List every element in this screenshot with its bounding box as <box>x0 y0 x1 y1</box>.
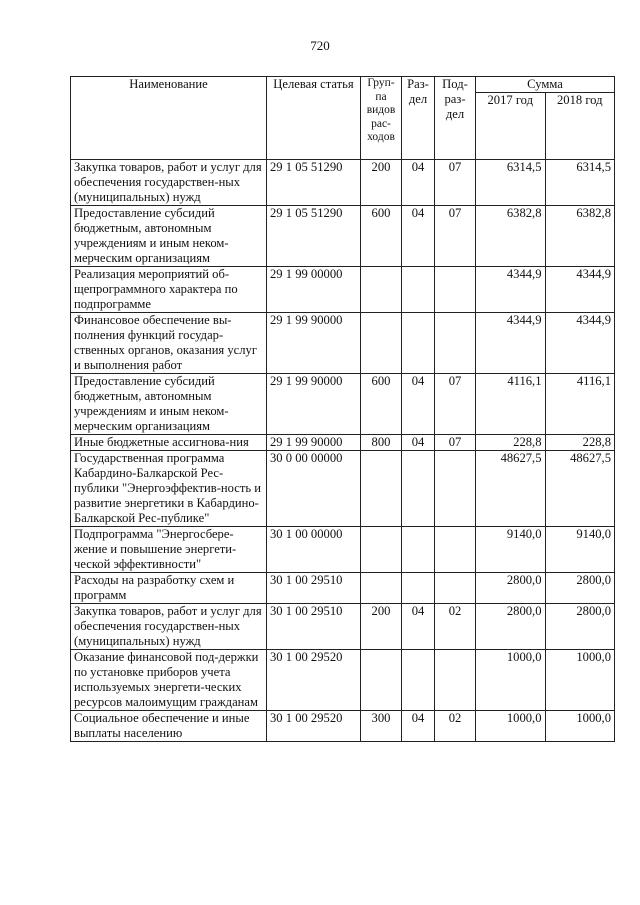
cell-sum-2017: 4344,9 <box>476 267 546 313</box>
cell-expense-group <box>361 527 402 573</box>
cell-sum-2018: 9140,0 <box>545 527 615 573</box>
cell-expense-group: 300 <box>361 711 402 742</box>
cell-section <box>402 527 435 573</box>
cell-sum-2018: 6314,5 <box>545 160 615 206</box>
table-row <box>71 267 615 313</box>
cell-subsection <box>435 451 476 527</box>
cell-target-article: 29 1 05 51290 <box>267 206 361 267</box>
cell-target-article: 30 0 00 00000 <box>267 451 361 527</box>
cell-subsection <box>435 650 476 711</box>
cell-sum-2018: 4344,9 <box>545 313 615 374</box>
cell-subsection: 02 <box>435 604 476 650</box>
cell-expense-group: 600 <box>361 206 402 267</box>
cell-section: 04 <box>402 711 435 742</box>
cell-subsection <box>435 267 476 313</box>
cell-target-article: 30 1 00 29520 <box>267 650 361 711</box>
cell-section: 04 <box>402 604 435 650</box>
cell-name: Предоставление субсидий бюджетным, автономным учреждениям и иным неком-мерческим организациям <box>71 374 267 435</box>
cell-subsection: 07 <box>435 160 476 206</box>
cell-section <box>402 573 435 604</box>
cell-expense-group <box>361 313 402 374</box>
table-row <box>71 711 615 742</box>
cell-name: Государственная программа Кабардино-Балкарской Рес-публики "Энергоэффектив-ность и развитие энергетики в Кабардино-Балкарской Рес-публике" <box>71 451 267 527</box>
cell-target-article: 29 1 05 51290 <box>267 160 361 206</box>
cell-sum-2018: 4344,9 <box>545 267 615 313</box>
cell-name: Реализация мероприятий об-щепрограммного характера по подпрограмме <box>71 267 267 313</box>
cell-target-article: 29 1 99 90000 <box>267 374 361 435</box>
header-target-article: Целевая статья <box>267 77 361 160</box>
cell-name: Финансовое обеспечение вы-полнения функций государ-ственных органов, оказания услуг и выполнения работ <box>71 313 267 374</box>
cell-sum-2018: 1000,0 <box>545 711 615 742</box>
table-row <box>71 604 615 650</box>
cell-target-article: 29 1 99 90000 <box>267 435 361 451</box>
table-row <box>71 160 615 206</box>
cell-sum-2018: 48627,5 <box>545 451 615 527</box>
cell-sum-2017: 2800,0 <box>476 604 546 650</box>
cell-sum-2017: 9140,0 <box>476 527 546 573</box>
header-year-2017: 2017 год <box>476 93 546 160</box>
cell-subsection <box>435 573 476 604</box>
cell-expense-group: 800 <box>361 435 402 451</box>
cell-sum-2018: 228,8 <box>545 435 615 451</box>
cell-expense-group: 600 <box>361 374 402 435</box>
header-sum: Сумма <box>476 77 615 93</box>
table-row <box>71 573 615 604</box>
header-year-2018: 2018 год <box>545 93 615 160</box>
table-body <box>71 160 615 742</box>
cell-expense-group <box>361 650 402 711</box>
cell-sum-2018: 4116,1 <box>545 374 615 435</box>
cell-subsection: 02 <box>435 711 476 742</box>
cell-section: 04 <box>402 374 435 435</box>
cell-sum-2017: 4116,1 <box>476 374 546 435</box>
cell-section: 04 <box>402 435 435 451</box>
cell-subsection: 07 <box>435 435 476 451</box>
cell-expense-group: 200 <box>361 160 402 206</box>
cell-sum-2017: 6382,8 <box>476 206 546 267</box>
cell-sum-2017: 4344,9 <box>476 313 546 374</box>
cell-sum-2018: 2800,0 <box>545 573 615 604</box>
cell-sum-2017: 2800,0 <box>476 573 546 604</box>
cell-section <box>402 451 435 527</box>
cell-section: 04 <box>402 160 435 206</box>
cell-sum-2018: 1000,0 <box>545 650 615 711</box>
cell-expense-group <box>361 573 402 604</box>
cell-sum-2017: 6314,5 <box>476 160 546 206</box>
cell-name: Социальное обеспечение и иные выплаты населению <box>71 711 267 742</box>
cell-target-article: 30 1 00 29520 <box>267 711 361 742</box>
cell-sum-2017: 1000,0 <box>476 711 546 742</box>
cell-subsection: 07 <box>435 374 476 435</box>
cell-section <box>402 267 435 313</box>
cell-sum-2018: 2800,0 <box>545 604 615 650</box>
table-row <box>71 206 615 267</box>
header-name: Наименование <box>71 77 267 160</box>
cell-target-article: 30 1 00 29510 <box>267 573 361 604</box>
cell-sum-2017: 1000,0 <box>476 650 546 711</box>
cell-name: Подпрограмма "Энергосбере-жение и повышение энергети-ческой эффективности" <box>71 527 267 573</box>
header-subsection: Под-раз-дел <box>435 77 476 160</box>
header-section: Раз-дел <box>402 77 435 160</box>
cell-section <box>402 650 435 711</box>
cell-name: Расходы на разработку схем и программ <box>71 573 267 604</box>
cell-subsection <box>435 527 476 573</box>
cell-section <box>402 313 435 374</box>
cell-expense-group <box>361 451 402 527</box>
cell-subsection <box>435 313 476 374</box>
cell-name: Иные бюджетные ассигнова-ния <box>71 435 267 451</box>
cell-name: Оказание финансовой под-держки по установке приборов учета используемых энергети-ческих ресурсов малоимущим гражданам <box>71 650 267 711</box>
budget-table <box>70 76 615 742</box>
cell-expense-group: 200 <box>361 604 402 650</box>
cell-target-article: 30 1 00 00000 <box>267 527 361 573</box>
cell-sum-2017: 228,8 <box>476 435 546 451</box>
cell-target-article: 29 1 99 00000 <box>267 267 361 313</box>
table-row <box>71 650 615 711</box>
cell-target-article: 30 1 00 29510 <box>267 604 361 650</box>
page-number: 720 <box>310 38 330 53</box>
table-row <box>71 451 615 527</box>
table-row <box>71 374 615 435</box>
cell-name: Предоставление субсидий бюджетным, автономным учреждениям и иным неком-мерческим организациям <box>71 206 267 267</box>
cell-target-article: 29 1 99 90000 <box>267 313 361 374</box>
table-row <box>71 527 615 573</box>
cell-name: Закупка товаров, работ и услуг для обеспечения государствен-ных (муниципальных) нужд <box>71 160 267 206</box>
table-row <box>71 435 615 451</box>
cell-sum-2018: 6382,8 <box>545 206 615 267</box>
cell-sum-2017: 48627,5 <box>476 451 546 527</box>
cell-section: 04 <box>402 206 435 267</box>
cell-name: Закупка товаров, работ и услуг для обеспечения государствен-ных (муниципальных) нужд <box>71 604 267 650</box>
header-expense-group: Груп-па видов рас-ходов <box>361 77 402 160</box>
cell-subsection: 07 <box>435 206 476 267</box>
table-row <box>71 313 615 374</box>
cell-expense-group <box>361 267 402 313</box>
